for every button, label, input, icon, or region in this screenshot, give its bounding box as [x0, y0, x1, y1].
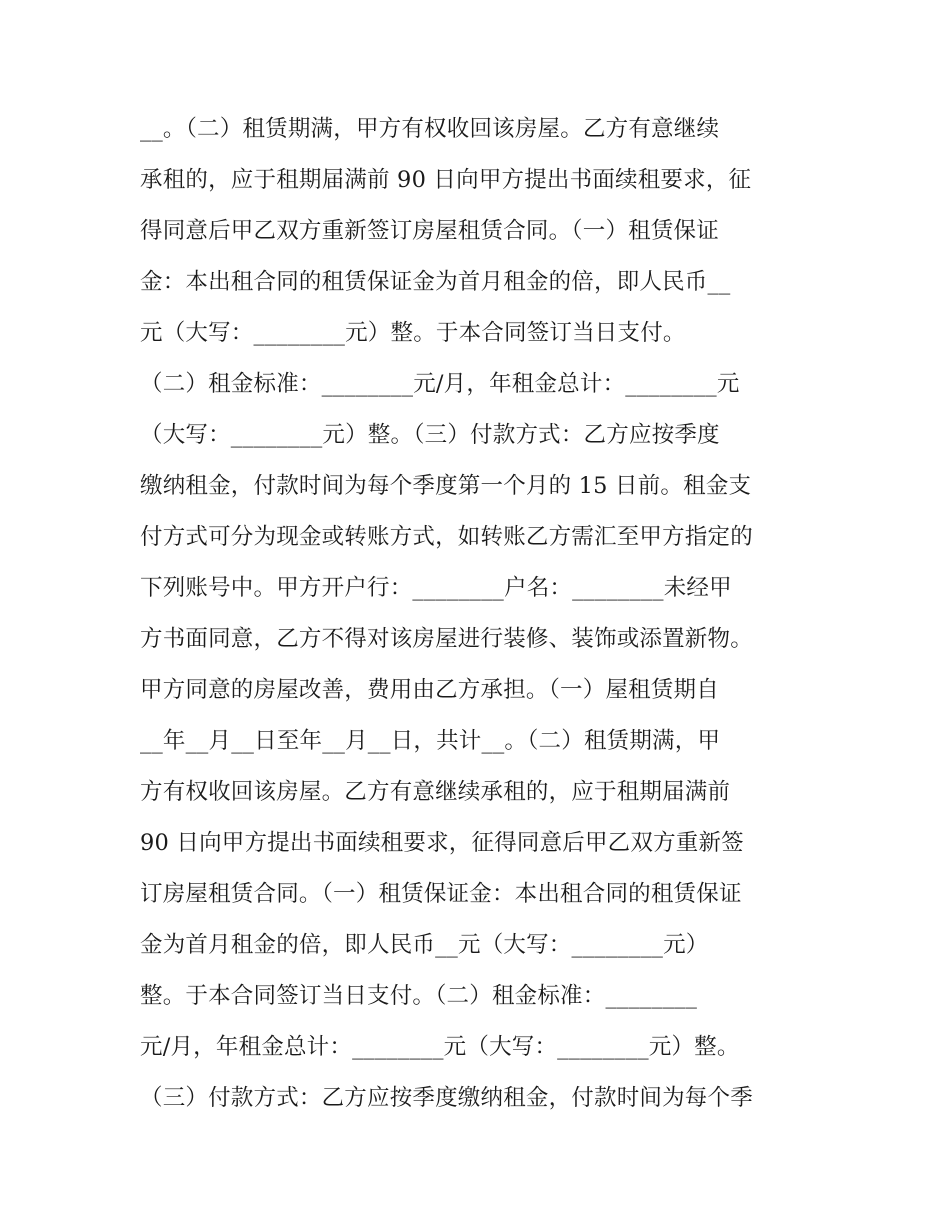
text-line-6: （二）租金标准：________元/月，年租金总计：________元	[140, 371, 740, 397]
text-line-2: 承租的，应于租期届满前 90 日向甲方提出书面续租要求，征	[140, 167, 752, 193]
text-line-18: 整。于本合同签订当日支付。（二）租金标准：________	[140, 983, 698, 1009]
text-line-14: 方有权收回该房屋。乙方有意继续承租的，应于租期届满前	[140, 779, 731, 805]
text-line-13: __年__月__日至年__月__日，共计__。（二）租赁期满，甲	[140, 728, 721, 754]
text-line-4: 金：本出租合同的租赁保证金为首月租金的倍，即人民币__	[140, 269, 731, 295]
text-line-8: 缴纳租金，付款时间为每个季度第一个月的 15 日前。租金支	[140, 473, 752, 499]
text-line-19: 元/月，年租金总计：________元（大写：________元）整。	[140, 1034, 740, 1060]
text-line-17: 金为首月租金的倍，即人民币__元（大写：________元）	[140, 932, 709, 958]
text-line-9: 付方式可分为现金或转账方式，如转账乙方需汇至甲方指定的	[140, 524, 753, 550]
text-line-11: 方书面同意，乙方不得对该房屋进行装修、装饰或添置新物。	[140, 626, 753, 652]
text-line-3: 得同意后甲乙双方重新签订房屋租赁合同。（一）租赁保证	[140, 218, 719, 244]
text-line-12: 甲方同意的房屋改善，费用由乙方承担。（一）屋租赁期自	[140, 677, 719, 703]
text-line-1: __。（二）租赁期满，甲方有权收回该房屋。乙方有意继续	[140, 116, 720, 142]
text-line-16: 订房屋租赁合同。（一）租赁保证金：本出租合同的租赁保证	[140, 881, 742, 907]
text-line-20: （三）付款方式：乙方应按季度缴纳租金，付款时间为每个季	[140, 1085, 753, 1111]
text-line-15: 90 日向甲方提出书面续租要求，征得同意后甲乙双方重新签	[140, 830, 744, 856]
contract-text	[140, 104, 820, 1124]
text-line-7: （大写：________元）整。（三）付款方式：乙方应按季度	[140, 422, 720, 448]
text-line-10: 下列账号中。甲方开户行：________户名：________未经甲	[140, 575, 732, 601]
text-line-5: 元（大写：________元）整。于本合同签订当日支付。	[140, 320, 686, 346]
